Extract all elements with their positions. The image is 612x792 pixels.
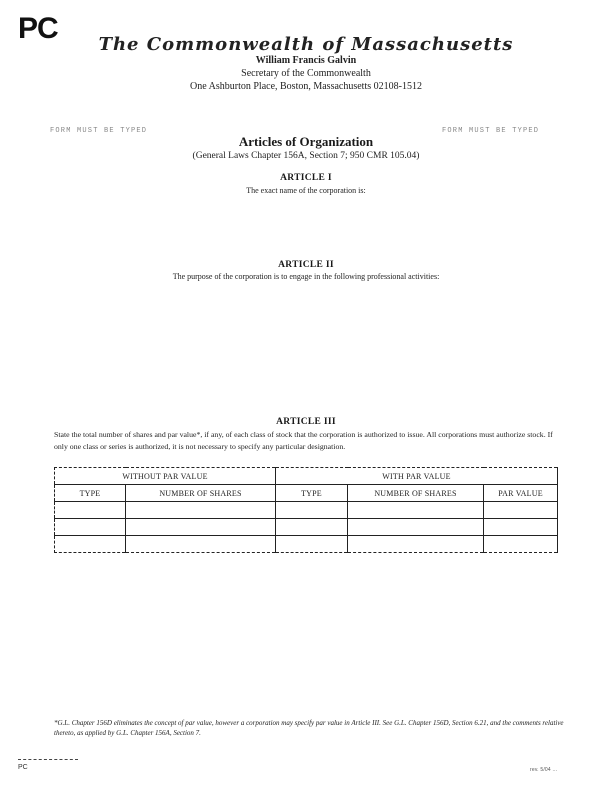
group-header-without-par: WITHOUT PAR VALUE xyxy=(55,468,276,485)
article-3-text: State the total number of shares and par value*, if any, of each class of stock that the corporation is authorized to issue. All corporations must authorize stock. If only one class or series is authorized, it is not necessary to specify any particular designation. xyxy=(54,430,553,451)
typed-notice-left: FORM MUST BE TYPED xyxy=(50,127,148,135)
document-subtitle: (General Laws Chapter 156A, Section 7; 950 CMR 105.04) xyxy=(192,151,420,161)
document-title: Articles of Organization xyxy=(238,134,374,149)
cell-shares-par[interactable] xyxy=(348,519,484,536)
column-header-type: TYPE xyxy=(276,485,348,502)
column-header-type: TYPE xyxy=(55,485,126,502)
footer-revision-code: rev. 5/04 ... xyxy=(530,767,558,773)
cell-type-par[interactable] xyxy=(276,519,348,536)
footer-form-code: PC xyxy=(18,764,28,771)
cell-par-value[interactable] xyxy=(484,536,558,553)
cell-shares-no-par[interactable] xyxy=(126,519,276,536)
article-2-text: The purpose of the corporation is to engage in the following professional activities: xyxy=(172,272,440,281)
cell-par-value[interactable] xyxy=(484,502,558,519)
cell-type-no-par[interactable] xyxy=(55,502,126,519)
form-code-logo: PC xyxy=(18,12,58,45)
cell-type-no-par[interactable] xyxy=(55,519,126,536)
cell-type-no-par[interactable] xyxy=(55,536,126,553)
group-header-with-par: WITH PAR VALUE xyxy=(276,468,558,485)
typed-notice-right: FORM MUST BE TYPED xyxy=(442,127,540,135)
masthead-title: The Commonwealth of Massachusetts xyxy=(98,34,514,55)
article-1-heading: ARTICLE I xyxy=(280,173,332,183)
table-row xyxy=(55,502,558,519)
column-header-par-value: PAR VALUE xyxy=(484,485,558,502)
cell-shares-no-par[interactable] xyxy=(126,502,276,519)
article-3-heading: ARTICLE III xyxy=(276,417,336,427)
cell-shares-par[interactable] xyxy=(348,536,484,553)
cell-shares-no-par[interactable] xyxy=(126,536,276,553)
secretary-name: William Francis Galvin xyxy=(255,55,357,66)
column-header-number-of-shares: NUMBER OF SHARES xyxy=(126,485,276,502)
par-value-footnote: *G.L. Chapter 156D eliminates the concept of par value, however a corporation may specify par value in Article III. See G.L. Chapter 156D, Section 6.21, and the comments relative thereto, as applied by G.L. Chapter 156A, Section 7. xyxy=(54,719,564,737)
article-2-heading: ARTICLE II xyxy=(278,260,334,270)
cell-type-par[interactable] xyxy=(276,536,348,553)
article-1-text: The exact name of the corporation is: xyxy=(246,186,366,195)
cell-type-par[interactable] xyxy=(276,502,348,519)
office-address: One Ashburton Place, Boston, Massachusetts 02108-1512 xyxy=(190,81,422,92)
footer-divider xyxy=(18,759,78,760)
shares-table xyxy=(54,467,558,553)
secretary-title: Secretary of the Commonwealth xyxy=(241,68,371,79)
cell-shares-par[interactable] xyxy=(348,502,484,519)
table-row xyxy=(55,519,558,536)
table-column-header-row xyxy=(55,485,558,502)
column-header-number-of-shares: NUMBER OF SHARES xyxy=(348,485,484,502)
cell-par-value[interactable] xyxy=(484,519,558,536)
table-group-header-row xyxy=(55,468,558,485)
table-row xyxy=(55,536,558,553)
